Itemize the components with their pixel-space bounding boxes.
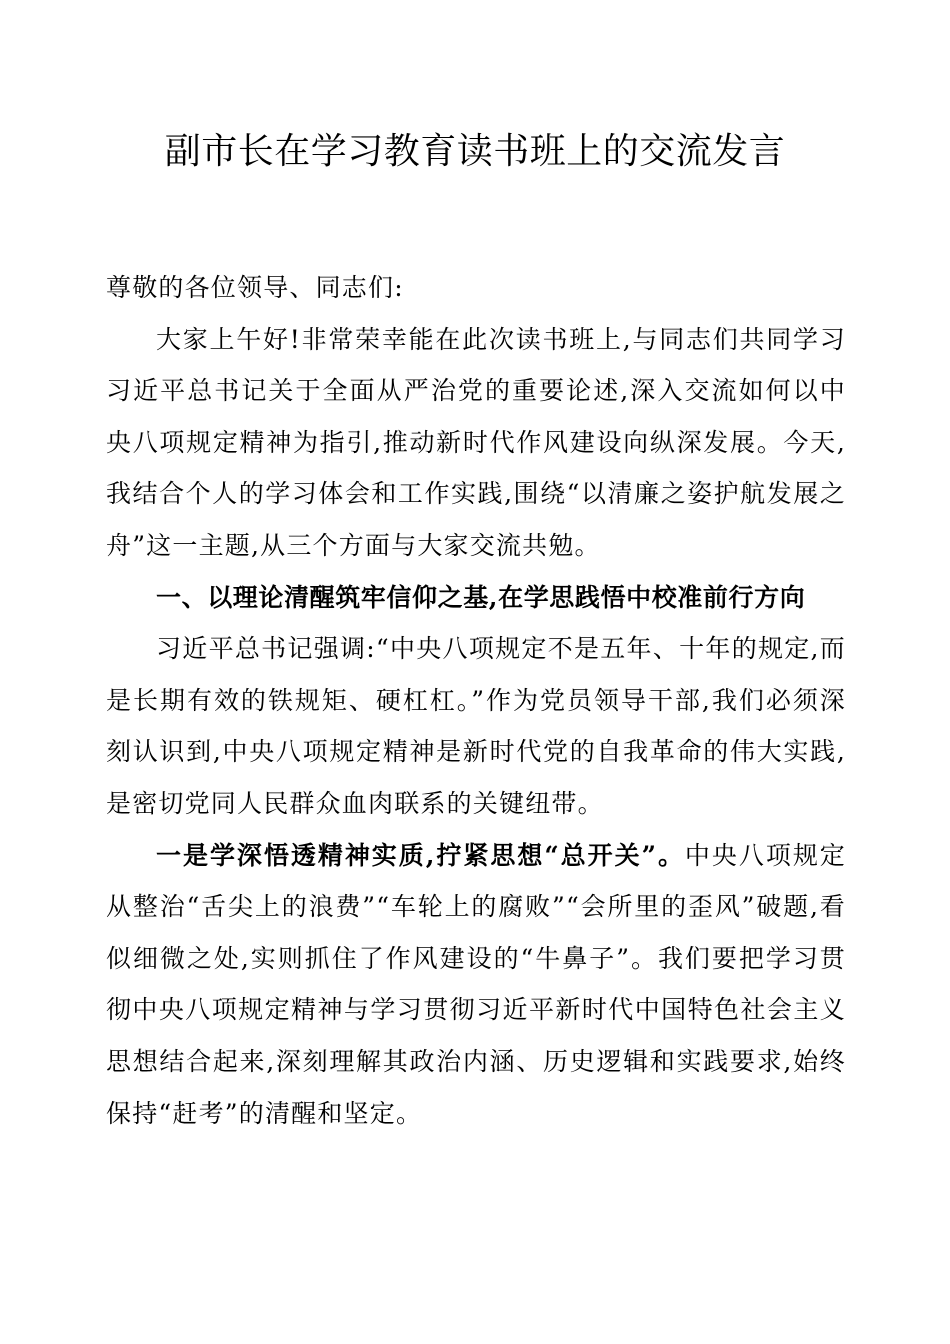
salutation: 尊敬的各位领导、同志们: bbox=[106, 273, 404, 302]
document-title: 副市长在学习教育读书班上的交流发言 bbox=[164, 131, 786, 172]
point-1-paragraph bbox=[106, 830, 846, 1140]
point-1-lead: 一是学深悟透精神实质,拧紧思想“总开关”。 bbox=[156, 840, 685, 870]
section-heading-1: 一、以理论清醒筑牢信仰之基,在学思践悟中校准前行方向 bbox=[156, 582, 806, 612]
section-1-paragraph: 习近平总书记强调:“中央八项规定不是五年、十年的规定,而是长期有效的铁规矩、硬杠杠。”作为党员领导干部,我们必须深刻认识到,中央八项规定精神是新时代党的自我革命的伟大实践,是密切党同人民群众血肉联系的关键纽带。 bbox=[106, 634, 846, 818]
document-body bbox=[106, 262, 846, 1139]
opening-paragraph: 大家上午好!非常荣幸能在此次读书班上,与同志们共同学习习近平总书记关于全面从严治党的重要论述,深入交流如何以中央八项规定精神为指引,推动新时代作风建设向纵深发展。今天,我结合个人的学习体会和工作实践,围绕“以清廉之姿护航发展之舟”这一主题,从三个方面与大家交流共勉。 bbox=[106, 324, 846, 560]
point-1-body: 中央八项规定从整治“舌尖上的浪费”“车轮上的腐败”“会所里的歪风”破题,看似细微之处,实则抓住了作风建设的“牛鼻子”。我们要把学习贯彻中央八项规定精神与学习贯彻习近平新时代中国特色社会主义思想结合起来,深刻理解其政治内涵、历史逻辑和实践要求,始终保持“赶考”的清醒和坚定。 bbox=[106, 840, 846, 1128]
